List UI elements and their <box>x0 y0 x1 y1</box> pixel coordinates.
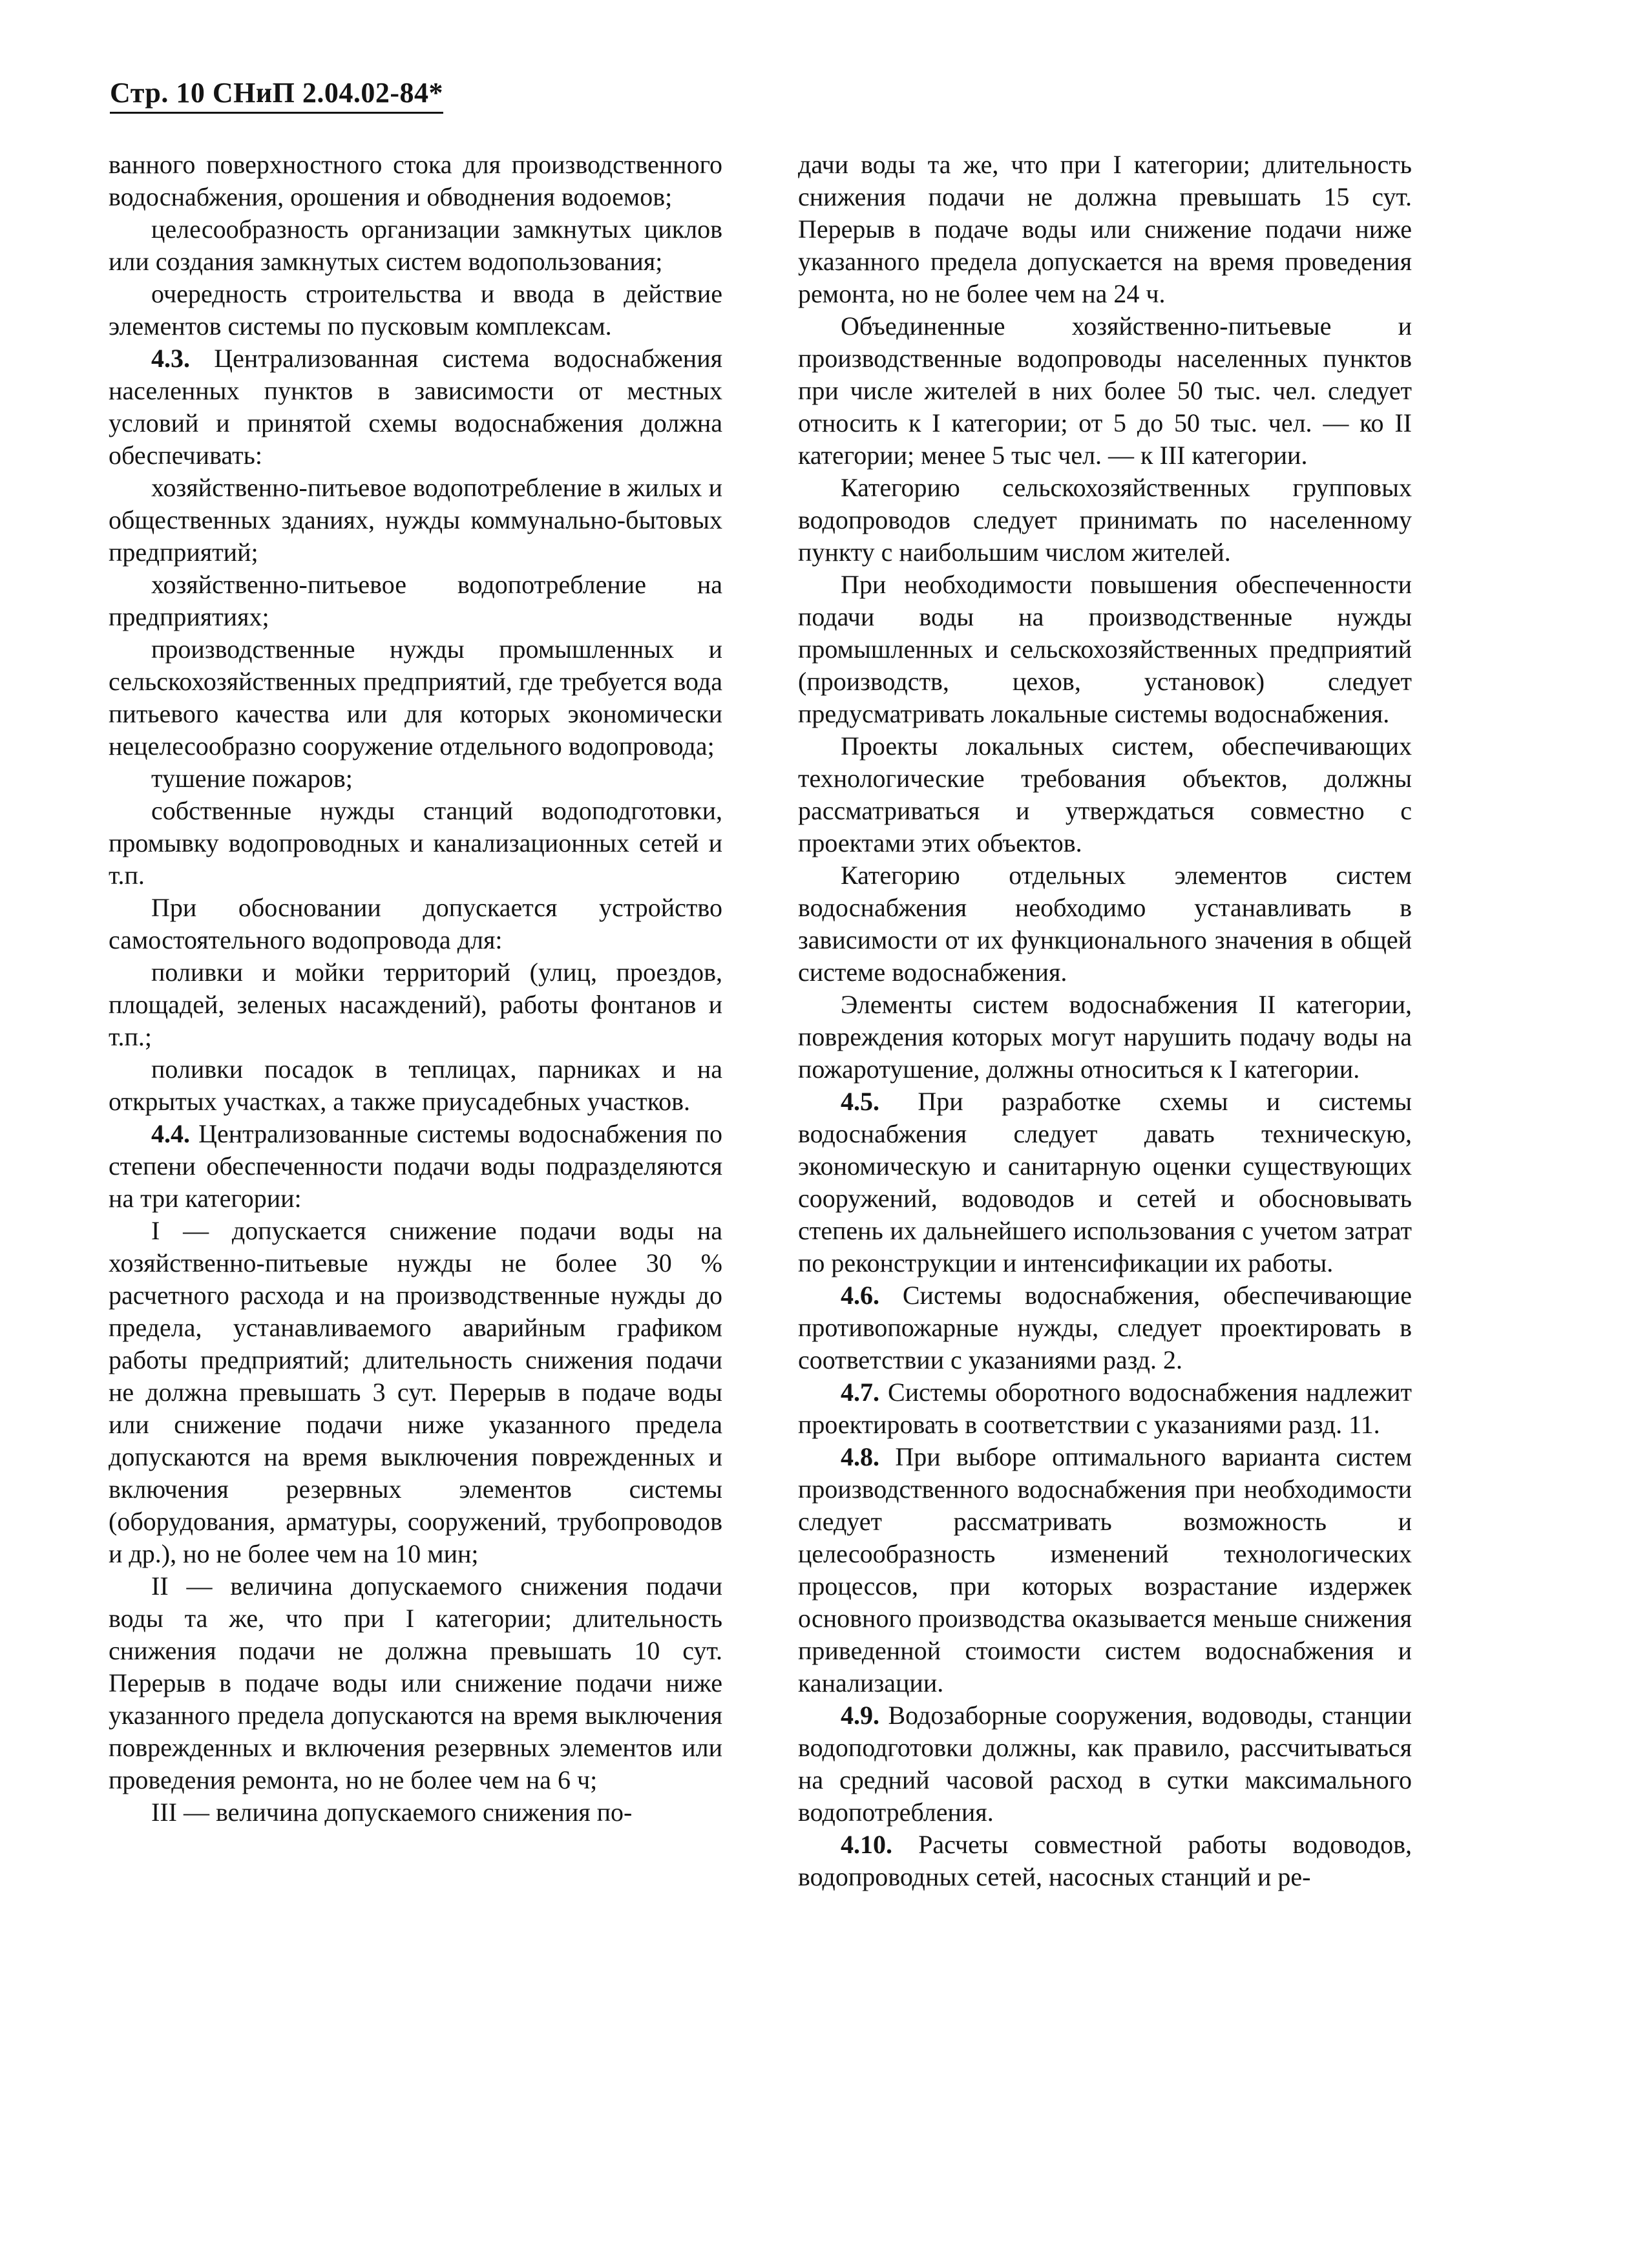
paragraph <box>798 730 1412 859</box>
paragraph <box>798 1699 1412 1829</box>
paragraph-text: Системы оборотного водоснабжения надлежит проектировать в соответствии с указаниями разд. 11. <box>798 1378 1412 1439</box>
paragraph <box>109 472 722 569</box>
paragraph-text: При обосновании допускается устройство самостоятельного водопровода для: <box>109 893 722 954</box>
paragraph-text: поливки и мойки территорий (улиц, проездов, площадей, зеленых насаждений), работы фонтанов и т.п.; <box>109 958 722 1051</box>
clause-number: 4.5. <box>841 1087 879 1116</box>
paragraph-text: хозяйственно-питьевое водопотребление в жилых и общественных зданиях, нужды коммунально-бытовых предприятий; <box>109 473 722 567</box>
paragraph <box>109 1053 722 1118</box>
paragraph-text: собственные нужды станций водоподготовки, промывку водопроводных и канализационных сетей и т.п. <box>109 796 722 890</box>
paragraph <box>109 633 722 762</box>
paragraph-text: целесообразность организации замкнутых циклов или создания замкнутых систем водопользования; <box>109 215 722 276</box>
paragraph <box>109 569 722 633</box>
paragraph <box>798 569 1412 730</box>
left-column <box>109 149 722 1829</box>
paragraph <box>798 1086 1412 1279</box>
paragraph <box>109 762 722 795</box>
paragraph-text: Проекты локальных систем, обеспечивающих технологические требования объектов, должны рассматриваться и утверждаться совместно с проектами этих объектов. <box>798 731 1412 857</box>
paragraph-text: Водозаборные сооружения, водоводы, станции водоподготовки должны, как правило, рассчитываться на средний часовой расход в сутки максимального водопотребления. <box>798 1701 1412 1827</box>
paragraph-text: ванного поверхностного стока для производственного водоснабжения, орошения и обводнения водоемов; <box>109 150 722 211</box>
paragraph-text: тушение пожаров; <box>151 764 353 793</box>
paragraph <box>798 472 1412 569</box>
clause-number: 4.10. <box>841 1830 892 1859</box>
paragraph <box>109 278 722 342</box>
paragraph-text: Системы водоснабжения, обеспечивающие противопожарные нужды, следует проектировать в соответствии с указаниями разд. 2. <box>798 1281 1413 1374</box>
clause-number: 4.9. <box>841 1701 879 1730</box>
paragraph-text: При разработке схемы и системы водоснабжения следует давать техническую, экономическую и санитарную оценки существующих сооружений, водоводов и сетей и обосновывать степень их дальнейшего использования с учетом затрат по реконструкции и интенсификации их работы. <box>798 1087 1413 1277</box>
paragraph <box>109 342 722 472</box>
paragraph-text: очередность строительства и ввода в действие элементов системы по пусковым комплексам. <box>109 279 722 341</box>
paragraph-text: Централизованная система водоснабжения населенных пунктов в зависимости от местных условий и принятой схемы водоснабжения должна обеспечивать: <box>109 344 723 470</box>
right-column <box>798 149 1412 1893</box>
clause-number: 4.3. <box>151 344 190 373</box>
paragraph <box>798 310 1412 472</box>
paragraph <box>798 1829 1412 1893</box>
paragraph <box>798 1376 1412 1441</box>
page-header: Стр. 10 СНиП 2.04.02-84* <box>110 76 443 114</box>
paragraph <box>798 149 1412 310</box>
paragraph <box>109 956 722 1053</box>
paragraph-text: Централизованные системы водоснабжения по степени обеспеченности подачи воды подразделяются на три категории: <box>109 1119 722 1213</box>
paragraph <box>798 989 1412 1086</box>
paragraph-text: поливки посадок в теплицах, парниках и на открытых участках, а также приусадебных участков. <box>109 1055 722 1116</box>
paragraph <box>109 1118 722 1215</box>
paragraph-text: Объединенные хозяйственно-питьевые и производственные водопроводы населенных пунктов при числе жителей в них более 50 тыс. чел. следует относить к I категории; от 5 до 50 тыс. чел. — ко II категории; менее 5 тыс чел. — к III категории. <box>798 311 1412 470</box>
paragraph-text: Расчеты совместной работы водоводов, водопроводных сетей, насосных станций и ре- <box>798 1830 1412 1891</box>
clause-number: 4.7. <box>841 1378 879 1407</box>
paragraph-text: хозяйственно-питьевое водопотребление на предприятиях; <box>109 570 722 631</box>
clause-number: 4.4. <box>151 1119 190 1148</box>
paragraph-text: При необходимости повышения обеспеченности подачи воды на производственные нужды промышленных и сельскохозяйственных предприятий (производств, цехов, установок) следует предусматривать локальные системы водоснабжения. <box>798 570 1412 728</box>
paragraph <box>109 213 722 278</box>
paragraph-text: Категорию отдельных элементов систем водоснабжения необходимо устанавливать в зависимости от их функционального значения в общей системе водоснабжения. <box>798 861 1412 987</box>
paragraph-text: При выборе оптимального варианта систем производственного водоснабжения при необходимости следует рассматривать возможность и целесообразность изменений технологических процессов, при которых возрастание издержек основного производства оказывается меньше снижения приведенной стоимости систем водоснабжения и канализации. <box>798 1442 1413 1697</box>
paragraph-text: Категорию сельскохозяйственных групповых водопроводов следует принимать по населенному пункту с наибольшим числом жителей. <box>798 473 1412 567</box>
paragraph <box>109 1796 722 1829</box>
paragraph <box>109 892 722 956</box>
paragraph-text: III — величина допускаемого снижения по- <box>151 1798 633 1827</box>
paragraph-text: производственные нужды промышленных и сельскохозяйственных предприятий, где требуется вода питьевого качества или для которых экономически нецелесообразно сооружение отдельного водопровода; <box>109 635 722 761</box>
paragraph <box>109 1570 722 1796</box>
paragraph <box>109 149 722 213</box>
paragraph-text: II — величина допускаемого снижения подачи воды та же, что при I категории; длительность снижения подачи не должна превышать 10 сут. Перерыв в подаче воды или снижение подачи ниже указанного предела допускаются на время выключения поврежденных и включения резервных элементов или проведения ремонта, но не более чем на 6 ч; <box>109 1571 722 1794</box>
paragraph <box>798 1279 1412 1376</box>
clause-number: 4.8. <box>841 1442 879 1471</box>
paragraph <box>798 1441 1412 1699</box>
paragraph <box>109 795 722 892</box>
paragraph-text: Элементы систем водоснабжения II категории, повреждения которых могут нарушить подачу воды на пожаротушение, должны относиться к I категории. <box>798 990 1412 1084</box>
paragraph <box>109 1215 722 1570</box>
paragraph-text: I — допускается снижение подачи воды на хозяйственно-питьевые нужды не более 30 % расчетного расхода и на производственные нужды до предела, устанавливаемого аварийным графиком работы предприятий; длительность снижения подачи не должна превышать 3 сут. Перерыв в подаче воды или снижение подачи ниже указанного предела допускаются на время выключения поврежденных и включения резервных элементов системы (оборудования, арматуры, сооружений, трубопроводов и др.), но не более чем на 10 мин; <box>109 1216 722 1568</box>
paragraph <box>798 859 1412 989</box>
paragraph-text: дачи воды та же, что при I категории; длительность снижения подачи не должна превышать 15 сут. Перерыв в подаче воды или снижение подачи ниже указанного предела допускается на время проведения ремонта, но не более чем на 24 ч. <box>798 150 1412 308</box>
clause-number: 4.6. <box>841 1281 879 1310</box>
